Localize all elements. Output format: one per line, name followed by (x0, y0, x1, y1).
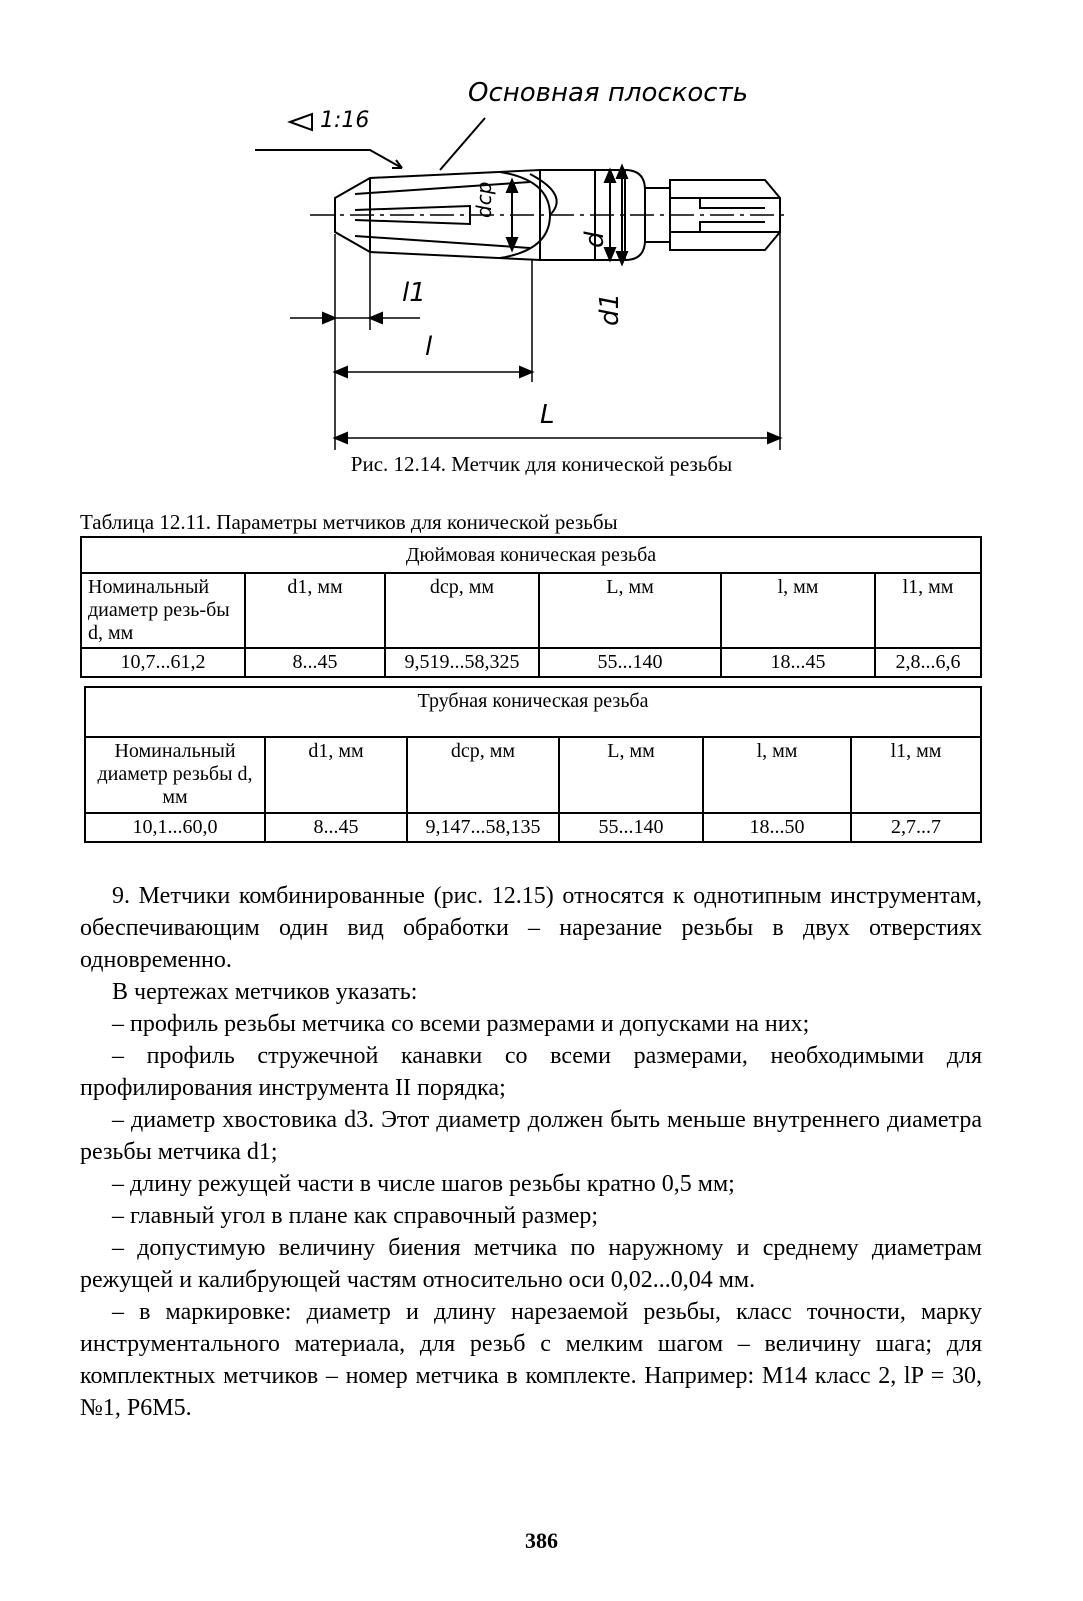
cell-l: 18...50 (703, 813, 851, 842)
paragraph-drawings-intro: В чертежах метчиков указать: (112, 979, 418, 1005)
table-row (81, 648, 981, 677)
section-heading-inch: Дюймовая коническая резьба (81, 537, 981, 573)
d-label: d (580, 231, 610, 248)
list-item: – длину режущей части в числе шагов резьбы кратно 0,5 мм; (112, 1171, 735, 1197)
header-nominal-diameter: Номинальный диаметр резьбы d, мм (85, 737, 265, 813)
table-header-row (81, 573, 981, 648)
header-L: L, мм (539, 573, 721, 648)
L-label: L (540, 400, 555, 430)
page-number: 386 (525, 1528, 558, 1553)
l-label: l (425, 332, 433, 362)
table-section-heading-row (81, 537, 981, 573)
cell-d1: 8...45 (245, 648, 385, 677)
cell-L: 55...140 (559, 813, 703, 842)
list-item: – диаметр хвостовика d3. Этот диаметр должен быть меньше внутреннего диаметра резьбы метчика d1; (80, 1107, 982, 1165)
table-pipe-taper (84, 686, 982, 843)
header-d1: d1, мм (245, 573, 385, 648)
base-plane-label: Основная плоскость (468, 78, 749, 108)
header-l: l, мм (721, 573, 875, 648)
list-item: – профиль стружечной канавки со всеми размерами, необходимыми для профилирования инструмента II порядка; (80, 1043, 982, 1101)
header-dcp: dср, мм (407, 737, 559, 813)
table-title: Таблица 12.11. Параметры метчиков для конической резьбы (80, 510, 618, 534)
l1-label: l1 (402, 278, 426, 308)
taper-label: 1:16 (320, 108, 370, 133)
d1-label: d1 (595, 292, 625, 326)
header-dcp: dср, мм (385, 573, 539, 648)
figure-caption: Рис. 12.14. Метчик для конической резьбы (350, 452, 733, 476)
cell-dcp: 9,519...58,325 (385, 648, 539, 677)
cell-nominal-diameter: 10,1...60,0 (85, 813, 265, 842)
header-nominal-diameter: Номинальный диаметр резь-бы d, мм (81, 573, 245, 648)
table-row (85, 813, 981, 842)
cell-L: 55...140 (539, 648, 721, 677)
header-d1: d1, мм (265, 737, 407, 813)
cell-l: 18...45 (721, 648, 875, 677)
body-text (80, 880, 982, 1424)
header-L: L, мм (559, 737, 703, 813)
list-item: – главный угол в плане как справочный размер; (112, 1203, 599, 1229)
cell-d1: 8...45 (265, 813, 407, 842)
section-heading-pipe: Трубная коническая резьба (85, 687, 981, 737)
table-section-heading-row (85, 687, 981, 737)
tap-drawing (250, 70, 810, 460)
table-inch-taper (80, 536, 982, 678)
list-item: – в маркировке: диаметр и длину нарезаемой резьбы, класс точности, марку инструментального материала, для резьб с мелким шагом – величину шага; для комплектных метчиков – номер метчика в комплекте. Например: М14 класс 2, lP = 30, №1, Р6М5. (80, 1299, 982, 1421)
cell-dcp: 9,147...58,135 (407, 813, 559, 842)
cell-l1: 2,8...6,6 (875, 648, 981, 677)
list-item: – профиль резьбы метчика со всеми размерами и допусками на них; (112, 1011, 810, 1037)
header-l1: l1, мм (851, 737, 981, 813)
paragraph-combined-taps: 9. Метчики комбинированные (рис. 12.15) относятся к однотипным инструментам, обеспечивающим один вид обработки – нарезание резьбы в двух отверстиях одновременно. (80, 883, 982, 973)
list-item: – допустимую величину биения метчика по наружному и среднему диаметрам режущей и калибрующей частям относительно оси 0,02...0,04 мм. (80, 1235, 982, 1293)
table-header-row (85, 737, 981, 813)
header-l1: l1, мм (875, 573, 981, 648)
dcp-label: dср (472, 181, 496, 218)
taper-symbol-icon (290, 114, 312, 130)
header-l: l, мм (703, 737, 851, 813)
cell-nominal-diameter: 10,7...61,2 (81, 648, 245, 677)
cell-l1: 2,7...7 (851, 813, 981, 842)
